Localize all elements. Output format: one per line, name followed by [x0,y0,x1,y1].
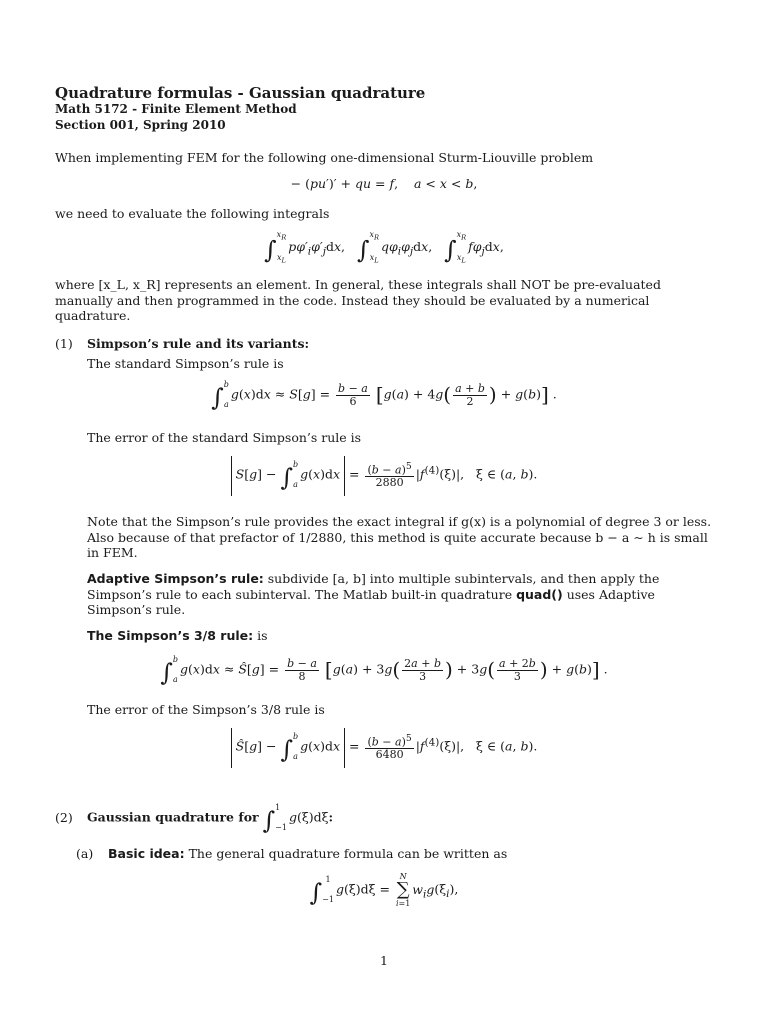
adaptive-simpson-text-1: subdivide [a, b] into multiple subintervals, and then apply the Simpson’s rule to each subinterval. The Matlab built-in quadrature [87,571,660,602]
intro-paragraph-1: When implementing FEM for the following one-dimensional Sturm-Liouville problem [55,150,594,165]
simpson-heading [55,336,715,352]
simpson-38-label: The Simpson’s 3/8 rule: [87,628,254,643]
intro-paragraph-3: where [x_L, x_R] represents an element. In general, these integrals shall NOT be pre-evaluated manually and then programmed in the code. Instead they should be evaluated by a numerical quadrature. [55,277,661,323]
equation-simpson-error: S[g] − ∫b ag(x)dx = $\frac{(b - a)^5}{2880}$ $|f^{(4)}(\xi)|$, ξ ∈ (a, b). [0,456,768,496]
adaptive-simpson-text-2: uses Adaptive Simpson’s rule. [87,586,655,617]
simpson-heading-text: Simpson’s rule and its variants: [87,336,310,351]
simpson-38-text: is [253,628,268,643]
simpson-note: Note that the Simpson’s rule provides the exact integral if g(x) is a polynomial of degree 3 or less. Also because of that prefactor of 1/2880, this method is quite accurate because b − a ∼ h is small in FEM. [87,514,712,560]
equation-quadrature: ∫ 1 −1g(ξ)dξ = N ∑ $i=1w_ig(\xi_i)$, [309,872,459,908]
basic-idea-paragraph [76,846,715,862]
simpson-38-error-intro: The error of the Simpson’s 3/8 rule is [87,702,325,717]
gauss-heading-colon: : [328,809,334,825]
error-denominator-38: 6480 [375,748,404,762]
subsection-number: (a) [76,846,94,861]
intro-paragraph-2: we need to evaluate the following integrals [55,206,330,221]
equation-simpson-38: ∫b ag(x)dx ≈ Ŝ[g] = $\frac{b - a}{8}$ [g(a) + 3g( $\frac{2a + b}{3}$ ) + 3g( $\frac{a + 2b}{3}$ ) + g(b)] . [160,655,608,687]
section-number-2: (2) [55,809,73,825]
basic-idea-label: Basic idea: [108,846,185,861]
equation-simpson-38-error: Ŝ[g] − ∫b ag(x)dx = $\frac{(b - a)^5}{6480}$ $|f^{(4)}(\xi)|$, ξ ∈ (a, b). [0,728,768,768]
document-title: Quadrature formulas - Gaussian quadrature [55,84,426,102]
section-info: Section 001, Spring 2010 [55,118,226,132]
simpson-error-intro: The error of the standard Simpson’s rule is [87,430,362,445]
equation-sturm-liouville: − (pu′)′ + qu = f, a < x < b, [290,176,478,191]
equation-simpson: ∫b ag(x)dx ≈ S[g] = $\frac{b - a}{6}$ [g(a) + 4g( $\frac{a + b}{2}$ ) + g(b)] . [211,380,557,412]
basic-idea-text: The general quadrature formula can be written as [184,846,508,861]
course-name: Math 5172 - Finite Element Method [55,102,297,116]
quad-function: quad() [516,586,563,602]
page-number: 1 [380,953,388,968]
gauss-heading: (2) Gaussian quadrature for ∫1 −1g(ξ)dξ: [55,803,334,835]
gauss-heading-text: Gaussian quadrature for [87,809,259,825]
error-denominator: 2880 [375,476,404,490]
equation-integrals: $\int x_R$ $x_Lp\varphi'_i\varphi'_jdx$, $\int x_R$ $x_Lq\varphi_i\varphi_jdx$, $\int x_R$ $x_Lf\varphi_jdx$, [264,230,504,265]
section-number: (1) [55,336,73,351]
adaptive-simpson-paragraph [87,571,715,618]
simpson-38-heading [87,628,715,644]
adaptive-simpson-label: Adaptive Simpson’s rule: [87,571,264,586]
simpson-std-intro: The standard Simpson’s rule is [87,356,284,371]
